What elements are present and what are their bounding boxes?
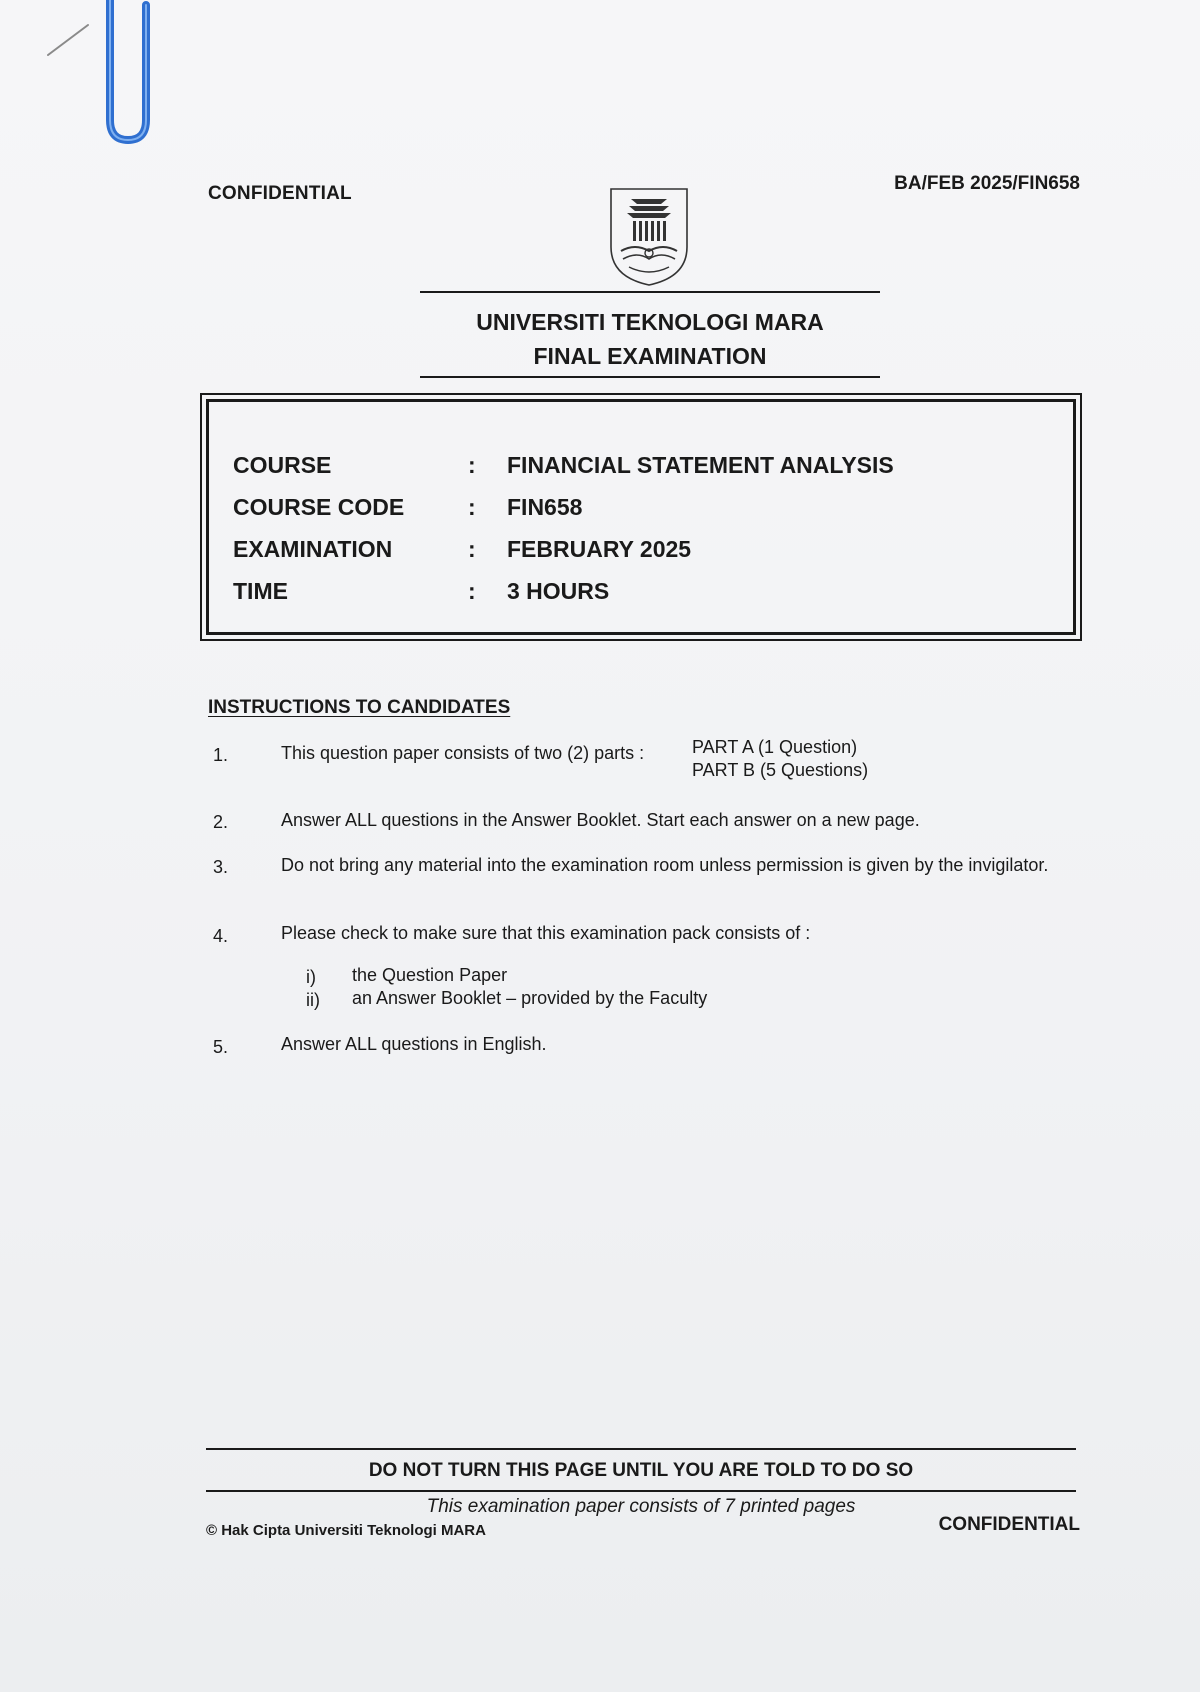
detail-label: TIME [233, 578, 288, 604]
instruction-part-b: PART B (5 Questions) [692, 760, 869, 780]
instruction-number: 4. [213, 926, 229, 946]
instructions-heading: INSTRUCTIONS TO CANDIDATES [208, 697, 511, 718]
sub-item-text: an Answer Booklet – provided by the Faculty [352, 988, 708, 1008]
exam-type: FINAL EXAMINATION [533, 343, 767, 369]
instruction-text: Please check to make sure that this examination pack consists of : [281, 923, 811, 943]
instruction-text: Do not bring any material into the examination room unless permission is given by the invigilator. [281, 855, 1049, 875]
footer-warning: DO NOT TURN THIS PAGE UNTIL YOU ARE TOLD TO DO SO [368, 1460, 914, 1481]
detail-colon: : [468, 494, 476, 520]
sub-item-number: i) [306, 967, 316, 987]
title-rule-top [420, 291, 880, 293]
detail-colon: : [468, 536, 476, 562]
footer-confidential: CONFIDENTIAL [938, 1514, 1080, 1535]
detail-label: EXAMINATION [233, 536, 393, 562]
detail-value: 3 HOURS [507, 578, 610, 604]
paper-clip-icon [40, 0, 160, 150]
footer-rule-bottom [206, 1490, 1076, 1492]
sub-item-number: ii) [306, 990, 320, 1010]
instruction-number: 1. [213, 745, 229, 765]
footer-rule-top [206, 1448, 1076, 1450]
instruction-text: Answer ALL questions in the Answer Booklet. Start each answer on a new page. [281, 810, 920, 830]
instruction-part-a: PART A (1 Question) [692, 737, 858, 757]
instruction-number: 3. [213, 857, 229, 877]
detail-value: FEBRUARY 2025 [507, 536, 692, 562]
detail-label: COURSE CODE [233, 494, 405, 520]
detail-colon: : [468, 578, 476, 604]
university-name: UNIVERSITI TEKNOLOGI MARA [476, 309, 824, 335]
header-paper-code: BA/FEB 2025/FIN658 [894, 173, 1080, 194]
instruction-text: This question paper consists of two (2) parts : [281, 743, 645, 763]
footer-page-count: This examination paper consists of 7 printed pages [426, 1496, 856, 1517]
footer-copyright: © Hak Cipta Universiti Teknologi MARA [206, 1522, 486, 1539]
instruction-number: 2. [213, 812, 229, 832]
instruction-text: Answer ALL questions in English. [281, 1034, 547, 1054]
title-rule-bottom [420, 376, 880, 378]
course-details-box [206, 399, 1076, 635]
detail-value: FINANCIAL STATEMENT ANALYSIS [507, 452, 894, 478]
instruction-number: 5. [213, 1037, 229, 1057]
sub-item-text: the Question Paper [352, 965, 508, 985]
detail-label: COURSE [233, 452, 332, 478]
header-confidential: CONFIDENTIAL [208, 183, 352, 204]
uitm-crest-icon [607, 185, 691, 287]
detail-value: FIN658 [507, 494, 583, 520]
detail-colon: : [468, 452, 476, 478]
